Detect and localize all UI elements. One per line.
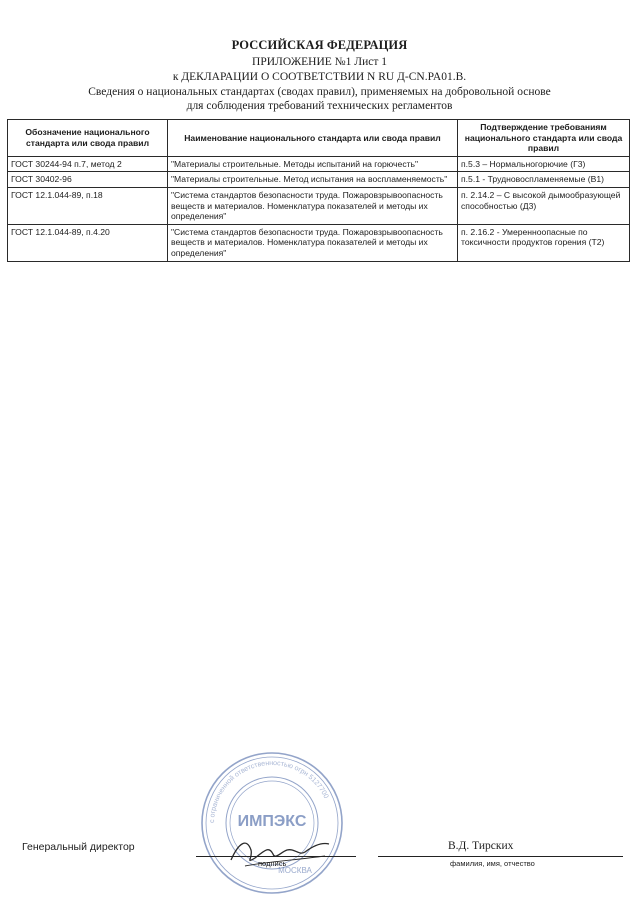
standard-code-cell: ГОСТ 12.1.044-89, п.4.20 (8, 224, 168, 261)
standard-code-cell: ГОСТ 30402-96 (8, 172, 168, 188)
standard-code-cell: ГОСТ 12.1.044-89, п.18 (8, 187, 168, 224)
column-header-name: Наименование национального стандарта или свода правил (168, 120, 458, 157)
stamp-city-text: МОСКВА (278, 866, 312, 875)
country-heading: РОССИЙСКАЯ ФЕДЕРАЦИЯ (231, 38, 408, 52)
standard-name-cell: "Система стандартов безопасности труда. Пожаровзрывоопасность веществ и материалов. Номенклатура показателей и методы их определения" (168, 224, 458, 261)
appendix-heading: ПРИЛОЖЕНИЕ №1 Лист 1 (252, 56, 387, 68)
column-header-code: Обозначение национального стандарта или свода правил (8, 120, 168, 157)
standard-name-cell: "Материалы строительные. Методы испытаний на горючесть" (168, 156, 458, 172)
signature-line (196, 856, 356, 857)
standard-name-cell: "Материалы строительные. Метод испытания на воспламеняемость" (168, 172, 458, 188)
standard-name-cell: "Система стандартов безопасности труда. Пожаровзрывоопасность веществ и материалов. Номенклатура показателей и методы их определения" (168, 187, 458, 224)
director-position-label: Генеральный директор (22, 841, 135, 853)
table-row (8, 224, 630, 261)
confirmation-cell: п.5.1 - Трудновоспламеняемые (В1) (458, 172, 630, 188)
company-stamp (197, 748, 347, 898)
table-row (8, 187, 630, 224)
svg-text:с ограниченной ответственность: с ограниченной ответственностью огрн 5127700 (208, 759, 330, 824)
stamp-center-text: ИМПЭКС (237, 813, 307, 830)
name-caption: фамилия, имя, отчество (450, 859, 535, 868)
table-header-row (8, 120, 630, 157)
description-line-2: для соблюдения требований технических регламентов (186, 100, 453, 112)
name-line (378, 856, 623, 857)
declaration-heading: к ДЕКЛАРАЦИИ О СООТВЕТСТВИИ N RU Д-CN.PA01.B. (172, 71, 467, 83)
confirmation-cell: п. 2.14.2 – С высокой дымообразующей способностью (Д3) (458, 187, 630, 224)
table-row (8, 172, 630, 188)
confirmation-cell: п.5.3 – Нормальногорючие (Г3) (458, 156, 630, 172)
standards-table (7, 119, 630, 262)
standard-code-cell: ГОСТ 30244-94 п.7, метод 2 (8, 156, 168, 172)
signature-caption: подпись (258, 859, 287, 868)
column-header-confirmation: Подтверждение требованиям национального стандарта или свода правил (458, 120, 630, 157)
description-line-1: Сведения о национальных стандартах (сводах правил), применяемых на добровольной основе (88, 86, 551, 98)
table-row (8, 156, 630, 172)
confirmation-cell: п. 2.16.2 - Умеренноопасные по токсичности продуктов горения (Т2) (458, 224, 630, 261)
director-name: В.Д. Тирских (448, 840, 514, 852)
